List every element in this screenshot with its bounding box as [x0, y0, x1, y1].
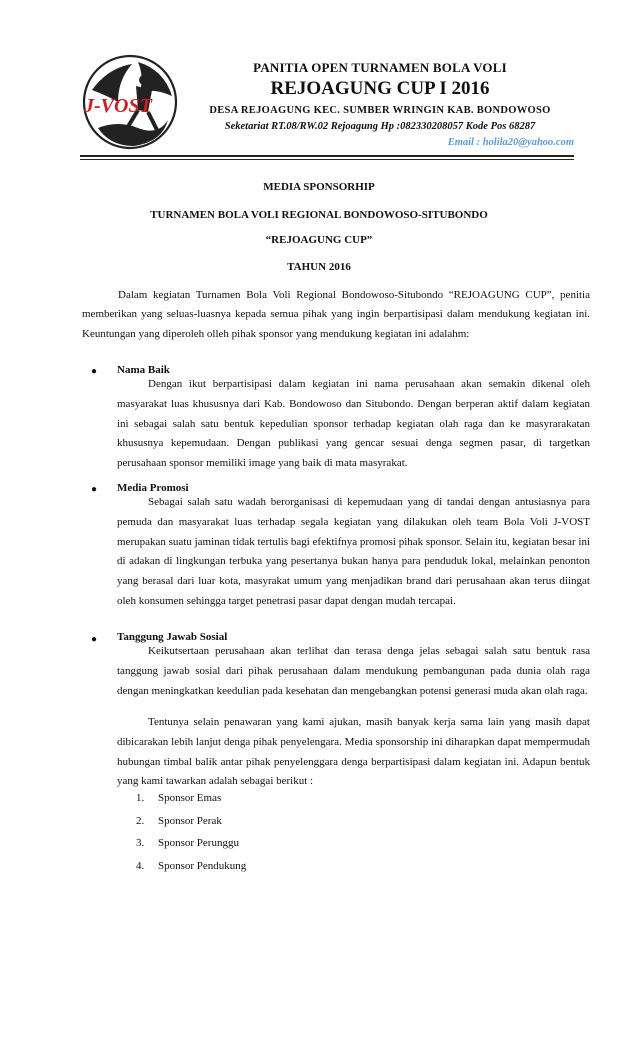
list-label: Sponsor Perunggu [158, 837, 239, 850]
doc-title: MEDIA SPONSORHIP [263, 181, 375, 193]
list-label: Sponsor Emas [158, 792, 222, 804]
doc-year: TAHUN 2016 [287, 261, 351, 273]
doc-event-title: “REJOAGUNG CUP” [265, 234, 373, 246]
letterhead-divider-thin [80, 159, 574, 160]
sponsor-list [136, 787, 246, 877]
list-number: 4. [136, 859, 145, 872]
section-heading: Tanggung Jawab Sosial [117, 631, 228, 643]
list-number: 3. [136, 837, 145, 850]
bullet-icon: ● [91, 366, 98, 377]
list-item [136, 855, 246, 878]
section-text: Keikutsertaan perusahaan akan terlihat dan terasa denga jelas sebagai salah satu bentuk rasa tanggung jawab sosial dari pihak perusahaan dalam mendukung pembangunan pada dunia olah raga dengan meningkatkan keedulian pada kesehatan dan mengebangkan potensi generasi muda akan olah raga. [117, 645, 590, 697]
letterhead-secretariat: Seketariat RT.08/RW.02 Rejoagung Hp :082330208057 Kode Pos 68287 [224, 121, 536, 132]
list-item [136, 832, 246, 855]
letterhead-address: DESA REJOAGUNG KEC. SUMBER WRINGIN KAB. BONDOWOSO [209, 105, 551, 116]
letterhead-email: Email : holila20@yahoo.com [447, 137, 574, 148]
doc-subtitle: TURNAMEN BOLA VOLI REGIONAL BONDOWOSO-SITUBONDO [150, 209, 488, 221]
section-heading: Media Promosi [117, 482, 189, 494]
bullet-icon: ● [91, 634, 98, 645]
bullet-icon: ● [91, 484, 98, 495]
letterhead-event-name: REJOAGUNG CUP I 2016 [270, 78, 490, 99]
list-item [136, 810, 246, 833]
list-number: 2. [136, 814, 145, 827]
list-label: Sponsor Perak [158, 814, 222, 827]
intro-paragraph: Dalam kegiatan Turnamen Bola Voli Regional Bondowoso-Situbondo “REJOAGUNG CUP”, penitia memberikan yang seluas-luasnya kepada semua pihak yang ingin berpartisipasi dalam mendukung kegiatan ini. Keuntungan yang diperoleh olleh pihak sponsor yang mendukung kegiatan ini adalahm: [82, 289, 590, 340]
letterhead-divider-thick [80, 155, 574, 157]
logo-text: J-VOST [84, 95, 152, 117]
section-heading: Nama Baik [117, 364, 170, 376]
section-text: Sebagai salah satu wadah berorganisasi di kepemudaan yang di tandai dengan antusiasnya para pemuda dan masyarakat luas terhadap segala kegiatan yang dilakukan oleh team Bola Voli J-VOST merupakan suatu jaminan tidak tertulis bagi efektifnya promosi pihak sponsor. Selain itu, kegiatan besar ini di adakan di lingkungan terbuka yang pesertanya bukan hanya para penduduk lokal, melainkan penonton yang berasal dari luar kota, masyrakat umum yang menjadikan brand dari perusahaan akan terus diingat oleh konsumen sehingga target penetrasi pasar dapat dengan mudah tercapai. [117, 496, 590, 607]
section-text: Dengan ikut berpartisipasi dalam kegiatan ini nama perusahaan akan semakin dikenal oleh masyarakat luas khususnya dari Kab. Bondowoso dan Situbondo. Dengan berperan aktif dalam kegiatan ini sebagai salah satu bentuk kepedulian sponsor terhadap kegiatan olah raga dan ke masyrarakatan khususnya kepemudaan. Dengan publikasi yang gencar sesuai denga segmen pasar, di targetkan perusahaan sponsor memiliki image yang baik di mata masyrakat. [117, 378, 590, 470]
letterhead-committee: PANITIA OPEN TURNAMEN BOLA VOLI [253, 60, 507, 75]
section-text-continued: Tentunya selain penawaran yang kami ajukan, masih banyak kerja sama lain yang masih dapat dibicarakan lebih lanjut denga pihak penyelengara. Media sponsorship ini diharapkan dapat mempermudah hubungan timbal balik antar pihak penyelenggara denga berpartisipasi dalam kegiatan ini. Adapun bentuk yang kami tawarkan adalah sebagai berikut : [117, 716, 590, 788]
list-number: 1. [136, 792, 145, 804]
list-item [136, 787, 246, 810]
list-label: Sponsor Pendukung [158, 859, 247, 872]
jvost-logo [78, 50, 182, 154]
